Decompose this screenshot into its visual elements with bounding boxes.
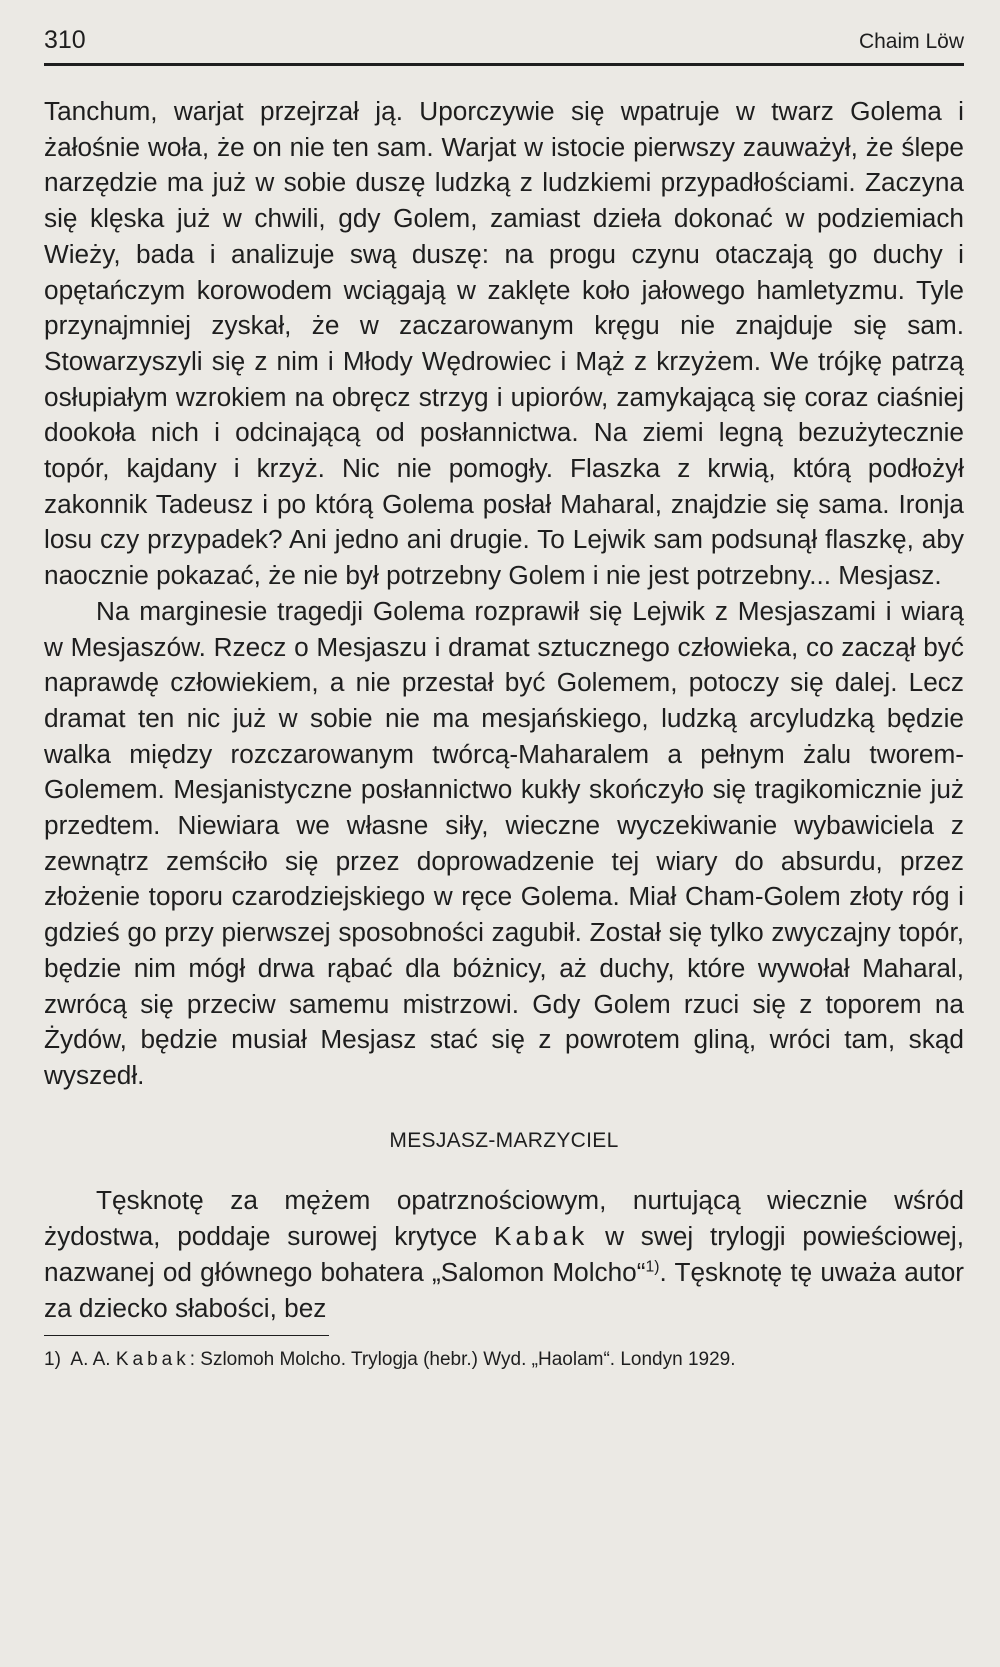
footnote-reference: 1) [645,1258,660,1276]
footnote [44,1348,964,1372]
running-head: Chaim Löw [858,30,964,53]
section-heading: MESJASZ-MARZYCIEL [389,1128,619,1152]
paragraph: Tanchum, warjat przejrzał ją. Uporczywie się wpatruje w twarz Golema i żałośnie woła, że on nie ten sam. Warjat w istocie pierwszy zauważył, że ślepe narzędzie ma już w sobie duszę ludzką z ludzkiemi przypadłościami. Zaczyna się klęska już w chwili, gdy Golem, zamiast dzieła dokonać w podziemiach Wieży, bada i analizuje swą duszę: na progu czynu otaczają go duchy i opętańczym korowodem wciągają w zaklęte koło jałowego hamletyzmu. Tyle przynajmniej zyskał, że w zaczarowanym kręgu nie znajduje się sam. Stowarzyszyli się z nim i Młody Wędrowiec i Mąż z krzyżem. We trójkę patrzą osłupiałym wzrokiem na obręcz strzyg i upiorów, zamykającą się coraz ciaśniej dookoła nich i odcinającą od posłannictwa. Na ziemi legną bezużytecznie topór, kajdany i krzyż. Nic nie pomogły. Flaszka z krwią, którą podłożył zakonnik Tadeusz i po którą Golema posłał Maharal, znajdzie się sama. Ironja losu czy przypadek? Ani jedno ani drugie. To Lejwik sam podsunął flaszkę, aby naocznie pokazać, że nie był potrzebny Golem i nie jest potrzebny... Mesjasz. [44,96,964,591]
header-rule [44,63,964,66]
footnote-marker: 1) [44,1349,61,1371]
paragraph [44,1183,964,1326]
page-number: 310 [44,26,86,54]
body-text [44,94,964,1326]
footnote-text: : Szlomoh Molcho. Trylogja (hebr.) Wyd. „Haolam“. Londyn 1929. [189,1349,736,1371]
page-header [44,0,964,66]
footnote-author-initials: A. A. [70,1349,111,1371]
paragraph-text: w swej trylogji powieściowej, nazwanej od głównego bohatera „Salomon Molcho“ [44,1221,964,1287]
paragraph: Na marginesie tragedji Golema rozprawił się Lejwik z Mesjaszami i wiarą w Mesjaszów. Rzecz o Mesjaszu i dramat sztucznego człowieka, co zaczął być naprawdę człowiekiem, a nie przestał być Golemem, potoczy się dalej. Lecz dramat ten nic już w sobie nie ma mesjańskiego, ludzką arcyludzką będzie walka między rozczarowanym twórcą-Maharalem a pełnym żalu tworem-Golemem. Mesjanistyczne posłannictwo kukły skończyło się tragikomicznie już przedtem. Niewiara we własne siły, wieczne wyczekiwanie wybawiciela z zewnątrz zemściło się przez doprowadzenie tej wiary do absurdu, przez złożenie toporu czarodziejskiego w ręce Golema. Miał Cham-Golem złoty róg i gdzieś go przy pierwszej sposobności zagubił. Został się tylko zwyczajny topór, będzie nim mógł drwa rąbać dla bóżnicy, aż duchy, które wywołał Maharal, zwrócą się przeciw samemu mistrzowi. Gdy Golem rzuci się z toporem na Żydów, będzie musiał Mesjasz stać się z powrotem gliną, wróci tam, skąd wyszedł. [44,595,964,1090]
paragraph-text: Tęsknotę za mężem opatrznościowym, nurtującą wiecznie wśród żydostwa, poddaje surowej krytyce [44,1185,964,1252]
paragraph-text: . Tęsknotę tę uważa autor za dziecko słabości, bez [44,1256,964,1323]
footnote-rule [44,1335,329,1336]
footnote-author-name: Kabak [115,1349,190,1371]
author-name: Kabak [494,1221,589,1252]
